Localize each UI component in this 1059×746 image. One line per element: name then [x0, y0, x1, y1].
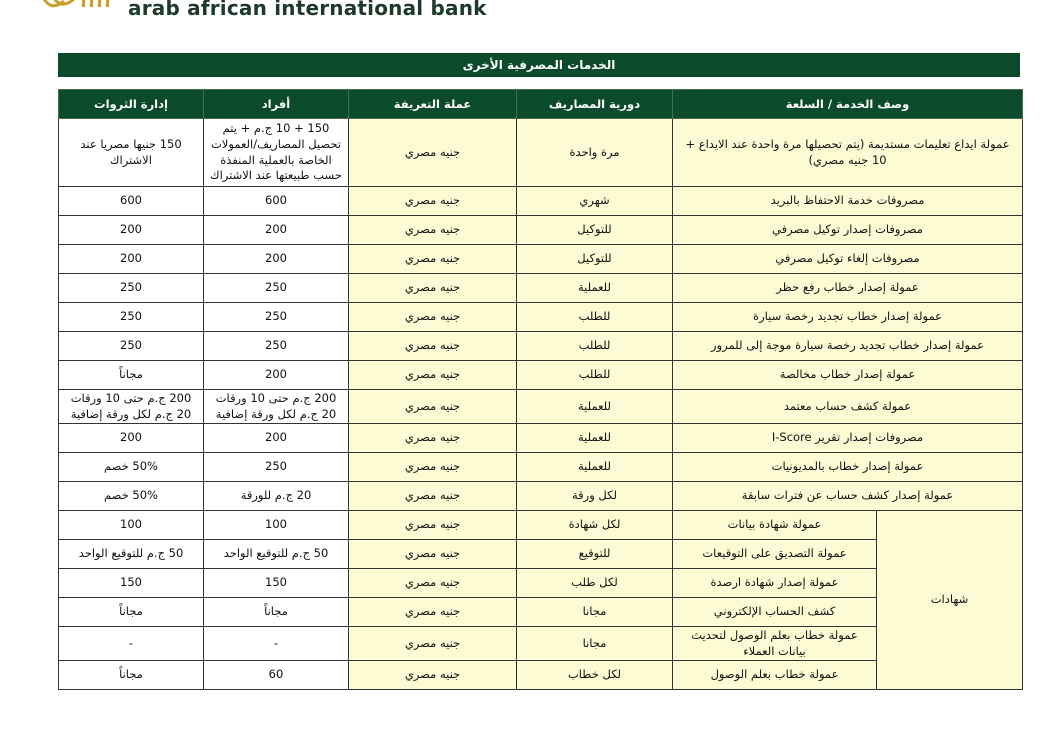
bank-logo-icon — [40, 0, 120, 15]
description-cell: مصروفات خدمة الاحتفاظ بالبريد — [673, 187, 1023, 216]
frequency-cell: للعملية — [517, 390, 673, 424]
col-header-wealth: إدارة الثروات — [59, 90, 204, 119]
description-cell: عمولة شهادة بيانات — [673, 511, 877, 540]
description-cell: عمولة إصدار خطاب تجديد رخصة سيارة موجة إلى للمرور — [673, 332, 1023, 361]
frequency-cell: لكل خطاب — [517, 661, 673, 690]
currency-cell: جنيه مصري — [349, 361, 517, 390]
wealth-fee-cell: 100 — [59, 511, 204, 540]
individuals-fee-cell: 200 — [204, 361, 349, 390]
description-cell: عمولة ايداع تعليمات مستديمة (يتم تحصيلها مرة واحدة عند الايداع + 10 جنيه مصري) — [673, 119, 1023, 187]
wealth-fee-cell: 50 ج.م للتوقيع الواحد — [59, 540, 204, 569]
description-cell: عمولة إصدار خطاب بالمديونيات — [673, 453, 1023, 482]
description-cell: عمولة إصدار شهادة ارصدة — [673, 569, 877, 598]
currency-cell: جنيه مصري — [349, 216, 517, 245]
frequency-cell: للعملية — [517, 453, 673, 482]
currency-cell: جنيه مصري — [349, 274, 517, 303]
frequency-cell: لكل ورقة — [517, 482, 673, 511]
wealth-fee-cell: 600 — [59, 187, 204, 216]
currency-cell: جنيه مصري — [349, 511, 517, 540]
wealth-fee-cell: 150 — [59, 569, 204, 598]
table-row — [59, 453, 1023, 482]
individuals-fee-cell: 100 — [204, 511, 349, 540]
currency-cell: جنيه مصري — [349, 390, 517, 424]
table-row — [59, 511, 1023, 540]
individuals-fee-cell: 50 ج.م للتوقيع الواحد — [204, 540, 349, 569]
frequency-cell: لكل شهادة — [517, 511, 673, 540]
frequency-cell: للطلب — [517, 361, 673, 390]
currency-cell: جنيه مصري — [349, 482, 517, 511]
currency-cell: جنيه مصري — [349, 569, 517, 598]
description-cell: كشف الحساب الإلكتروني — [673, 598, 877, 627]
wealth-fee-cell: 250 — [59, 303, 204, 332]
description-cell: مصروفات إصدار تقرير I-Score — [673, 424, 1023, 453]
currency-cell: جنيه مصري — [349, 245, 517, 274]
description-cell: عمولة خطاب بعلم الوصول — [673, 661, 877, 690]
bank-name: arab african international bank — [128, 0, 487, 20]
table-header-row — [59, 90, 1023, 119]
description-cell: مصروفات إصدار توكيل مصرفي — [673, 216, 1023, 245]
fees-table-body — [59, 119, 1023, 690]
individuals-fee-cell: 250 — [204, 453, 349, 482]
table-row — [59, 482, 1023, 511]
frequency-cell: للعملية — [517, 424, 673, 453]
table-row — [59, 303, 1023, 332]
currency-cell: جنيه مصري — [349, 661, 517, 690]
frequency-cell: مرة واحدة — [517, 119, 673, 187]
frequency-cell: شهري — [517, 187, 673, 216]
frequency-cell: للطلب — [517, 303, 673, 332]
individuals-fee-cell: 200 — [204, 216, 349, 245]
table-row — [59, 119, 1023, 187]
individuals-fee-cell: 250 — [204, 274, 349, 303]
col-header-frequency: دورية المصاريف — [517, 90, 673, 119]
individuals-fee-cell: 150 — [204, 569, 349, 598]
table-row — [59, 274, 1023, 303]
individuals-fee-cell: 600 — [204, 187, 349, 216]
wealth-fee-cell: 200 — [59, 245, 204, 274]
individuals-fee-cell: 150 + 10 ج.م + يتم تحصيل المصاريف/العمولات الخاصة بالعملية المنفذة حسب طبيعتها عند الاشتراك — [204, 119, 349, 187]
table-row — [59, 361, 1023, 390]
col-header-description: وصف الخدمة / السلعة — [673, 90, 1023, 119]
frequency-cell: للتوكيل — [517, 216, 673, 245]
wealth-fee-cell: - — [59, 627, 204, 661]
wealth-fee-cell: 200 — [59, 424, 204, 453]
currency-cell: جنيه مصري — [349, 187, 517, 216]
frequency-cell: للطلب — [517, 332, 673, 361]
table-row — [59, 187, 1023, 216]
individuals-fee-cell: 20 ج.م للورقة — [204, 482, 349, 511]
individuals-fee-cell: 200 — [204, 424, 349, 453]
description-cell: مصروفات إلغاء توكيل مصرفي — [673, 245, 1023, 274]
currency-cell: جنيه مصري — [349, 540, 517, 569]
section-title: الخدمات المصرفية الأخرى — [58, 53, 1020, 77]
wealth-fee-cell: مجاناً — [59, 598, 204, 627]
wealth-fee-cell: 200 ج.م حتى 10 ورقات 20 ج.م لكل ورقة إضافية — [59, 390, 204, 424]
description-cell: عمولة إصدار خطاب مخالصة — [673, 361, 1023, 390]
currency-cell: جنيه مصري — [349, 303, 517, 332]
frequency-cell: مجانا — [517, 627, 673, 661]
table-row — [59, 424, 1023, 453]
currency-cell: جنيه مصري — [349, 424, 517, 453]
currency-cell: جنيه مصري — [349, 598, 517, 627]
wealth-fee-cell: 150 جنيها مصريا عند الاشتراك — [59, 119, 204, 187]
col-header-currency: عملة التعريفة — [349, 90, 517, 119]
table-row — [59, 245, 1023, 274]
currency-cell: جنيه مصري — [349, 627, 517, 661]
individuals-fee-cell: مجاناً — [204, 598, 349, 627]
frequency-cell: للعملية — [517, 274, 673, 303]
wealth-fee-cell: 250 — [59, 274, 204, 303]
description-cell: عمولة إصدار كشف حساب عن فترات سابقة — [673, 482, 1023, 511]
category-cell-certificates: شهادات — [877, 511, 1023, 690]
fees-table — [58, 89, 1023, 690]
individuals-fee-cell: 60 — [204, 661, 349, 690]
frequency-cell: لكل طلب — [517, 569, 673, 598]
frequency-cell: للتوكيل — [517, 245, 673, 274]
description-cell: عمولة إصدار خطاب تجديد رخصة سيارة — [673, 303, 1023, 332]
individuals-fee-cell: 200 ج.م حتى 10 ورقات 20 ج.م لكل ورقة إضافية — [204, 390, 349, 424]
description-cell: عمولة التصديق على التوقيعات — [673, 540, 877, 569]
individuals-fee-cell: 250 — [204, 332, 349, 361]
wealth-fee-cell: 250 — [59, 332, 204, 361]
currency-cell: جنيه مصري — [349, 119, 517, 187]
frequency-cell: مجانا — [517, 598, 673, 627]
individuals-fee-cell: 250 — [204, 303, 349, 332]
wealth-fee-cell: 50% خصم — [59, 482, 204, 511]
bank-logo — [40, 0, 120, 18]
table-row — [59, 216, 1023, 245]
description-cell: عمولة خطاب بعلم الوصول لتحديث بيانات العملاء — [673, 627, 877, 661]
frequency-cell: للتوقيع — [517, 540, 673, 569]
wealth-fee-cell: 50% خصم — [59, 453, 204, 482]
wealth-fee-cell: مجاناً — [59, 361, 204, 390]
wealth-fee-cell: 200 — [59, 216, 204, 245]
table-row — [59, 390, 1023, 424]
individuals-fee-cell: - — [204, 627, 349, 661]
description-cell: عمولة إصدار خطاب رفع حظر — [673, 274, 1023, 303]
individuals-fee-cell: 200 — [204, 245, 349, 274]
table-row — [59, 332, 1023, 361]
col-header-individuals: أفراد — [204, 90, 349, 119]
description-cell: عمولة كشف حساب معتمد — [673, 390, 1023, 424]
wealth-fee-cell: مجاناً — [59, 661, 204, 690]
currency-cell: جنيه مصري — [349, 332, 517, 361]
currency-cell: جنيه مصري — [349, 453, 517, 482]
